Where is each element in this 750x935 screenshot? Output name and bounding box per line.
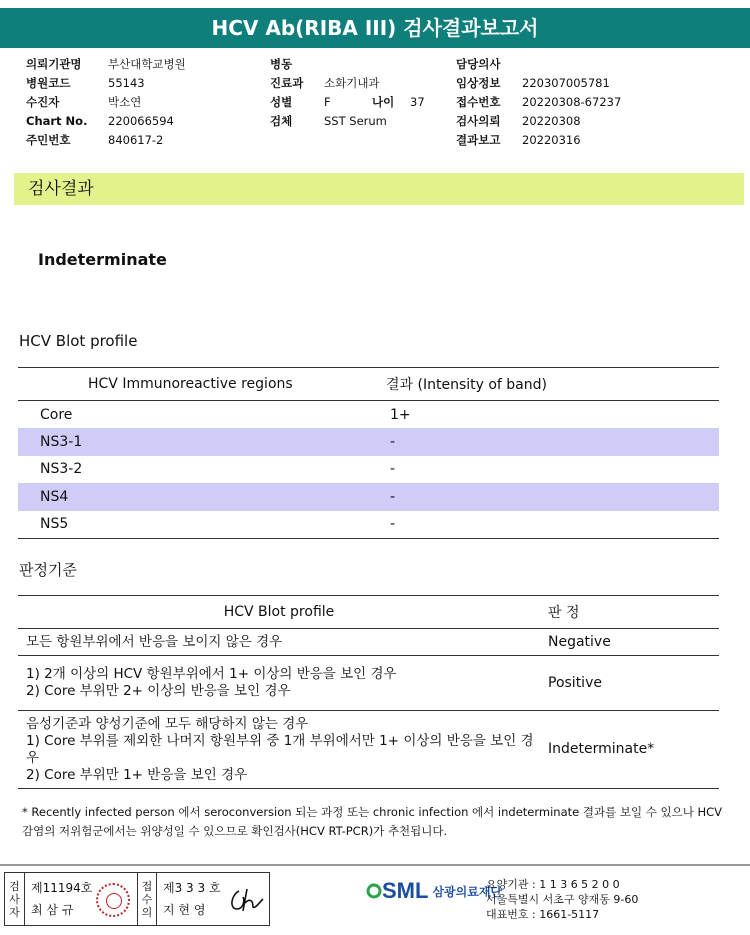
result-cell: -: [386, 483, 719, 511]
result-cell: 1+: [390, 406, 411, 423]
region-cell: NS3-2: [40, 461, 83, 478]
result-cell: -: [390, 461, 396, 478]
organization-info: [486, 877, 638, 922]
approver-label: [137, 873, 157, 925]
info-label: 결과보고: [456, 133, 501, 147]
ward-label: 병동: [270, 57, 293, 71]
table-header: HCV Immunoreactive regions: [18, 368, 386, 401]
info-value: 박소연: [108, 95, 142, 109]
region-cell: NS3-1: [18, 428, 386, 456]
criteria-heading: 판정기준: [19, 561, 77, 579]
table-header: 판 정: [540, 596, 719, 629]
info-value: 220307005781: [522, 76, 610, 90]
specimen-label: 검체: [270, 114, 293, 128]
inspector-name: 최 삼 규: [31, 903, 74, 917]
info-label: 접수번호: [456, 95, 501, 109]
specimen-value: SST Serum: [324, 114, 387, 128]
criteria-cell: [18, 629, 540, 656]
info-value: 55143: [108, 76, 145, 90]
inspector-label-text: 검 사 자: [9, 879, 20, 919]
inspector-number: 제11194호: [31, 881, 93, 895]
criteria-line: 2) Core 부위만 2+ 이상의 반응을 보인 경우: [26, 683, 291, 699]
blot-profile-table: [18, 367, 719, 539]
info-value: 840617-2: [108, 133, 164, 147]
info-label: 임상정보: [456, 76, 501, 90]
blot-profile-heading: HCV Blot profile: [19, 332, 138, 350]
official-seal: [96, 883, 130, 917]
info-value: 20220308-67237: [522, 95, 622, 109]
logo-mark-icon: [366, 883, 382, 899]
region-cell: Core: [40, 406, 73, 423]
report-title: HCV Ab(RIBA III) 검사결과보고서: [0, 8, 750, 48]
info-label: 담당의사: [456, 57, 501, 71]
approver-label-text: 접 수 의: [141, 879, 153, 919]
info-label: 의뢰기관명: [26, 57, 82, 71]
sml-logo: [366, 878, 502, 904]
criteria-cell: [18, 656, 540, 711]
criteria-line: 음성기준과 양성기준에 모두 해당하지 않는 경우: [26, 715, 309, 732]
age-value: 37: [410, 95, 425, 109]
region-cell: NS5: [18, 511, 386, 539]
criteria-line: 1) Core 부위를 제외한 나머지 항원부위 중 1개 부위에서만 1+ 이상의 반응을 보인 경우: [26, 732, 534, 766]
judgement-cell: Indeterminate*: [540, 711, 719, 789]
sex-value: F: [324, 95, 331, 109]
footnote: * Recently infected person 에서 seroconversion 되는 과정 또는 chronic infection 에서 indeterminate 결과를 보일 수 있으나 HCV 감염의 저위험군에서는 위양성일 수 있으므로 확인검사(HCV RT-PCR)가 추천됩니다.: [22, 805, 723, 838]
criteria-line: 모든 항원부위에서 반응을 보이지 않은 경우: [26, 633, 283, 650]
approver-name: 지 현 영: [163, 903, 206, 917]
info-label: 주민번호: [26, 133, 71, 147]
section-title: 검사결과: [14, 173, 744, 205]
org-address: 서울특별시 서초구 양재동 9-60: [486, 893, 639, 906]
table-row: [18, 711, 719, 789]
region-cell: NS4: [18, 483, 386, 511]
table-row: [18, 428, 719, 456]
test-result: Indeterminate: [38, 250, 167, 269]
criteria-line: 1) 2개 이상의 HCV 항원부위에서 1+ 이상의 반응을 보인 경우: [26, 666, 397, 682]
info-value: 20220316: [522, 133, 581, 147]
age-label: 나이: [372, 95, 395, 109]
info-label: 검사의뢰: [456, 114, 501, 128]
table-row: [18, 456, 719, 484]
info-value: 220066594: [108, 114, 174, 128]
criteria-table: [18, 595, 719, 789]
dept-label: 진료과: [270, 76, 304, 90]
approver-number: 제3 3 3 호: [163, 881, 221, 895]
logo-text: SML: [382, 878, 429, 903]
table-row: [18, 511, 719, 539]
table-header: HCV Blot profile: [18, 596, 540, 629]
patient-info-column-2: [270, 55, 425, 131]
org-code: 요양기관 : 1 1 3 6 5 2 0 0: [486, 878, 620, 891]
org-phone: 대표번호 : 1661-5117: [486, 908, 600, 921]
logo-subtext: 삼광의료재단: [432, 884, 503, 899]
criteria-cell: [18, 711, 540, 789]
dept-value: 소화기내과: [324, 76, 380, 90]
patient-info-column-1: [26, 55, 186, 150]
table-row: [18, 401, 719, 429]
patient-info-column-3: [456, 55, 621, 150]
inspector-label: [5, 873, 25, 925]
info-value: 부산대학교병원: [108, 57, 186, 71]
result-cell: -: [386, 511, 719, 539]
criteria-line: 2) Core 부위만 1+ 반응을 보인 경우: [26, 766, 248, 783]
footer-divider: [0, 864, 750, 866]
result-cell: -: [386, 428, 719, 456]
signature-scribble: [227, 885, 265, 915]
table-row: [18, 629, 719, 656]
info-label: 병원코드: [26, 76, 71, 90]
signature-box: [4, 872, 270, 926]
info-label: Chart No.: [26, 114, 88, 128]
table-row: [18, 483, 719, 511]
table-header: 결과 (Intensity of band): [386, 368, 719, 401]
table-row: [18, 656, 719, 711]
approver-cell: [157, 873, 227, 925]
judgement-cell: Positive: [540, 656, 719, 711]
info-label: 수진자: [26, 95, 60, 109]
judgement-cell: Negative: [540, 629, 719, 656]
info-value: 20220308: [522, 114, 581, 128]
sex-label: 성별: [270, 95, 293, 109]
